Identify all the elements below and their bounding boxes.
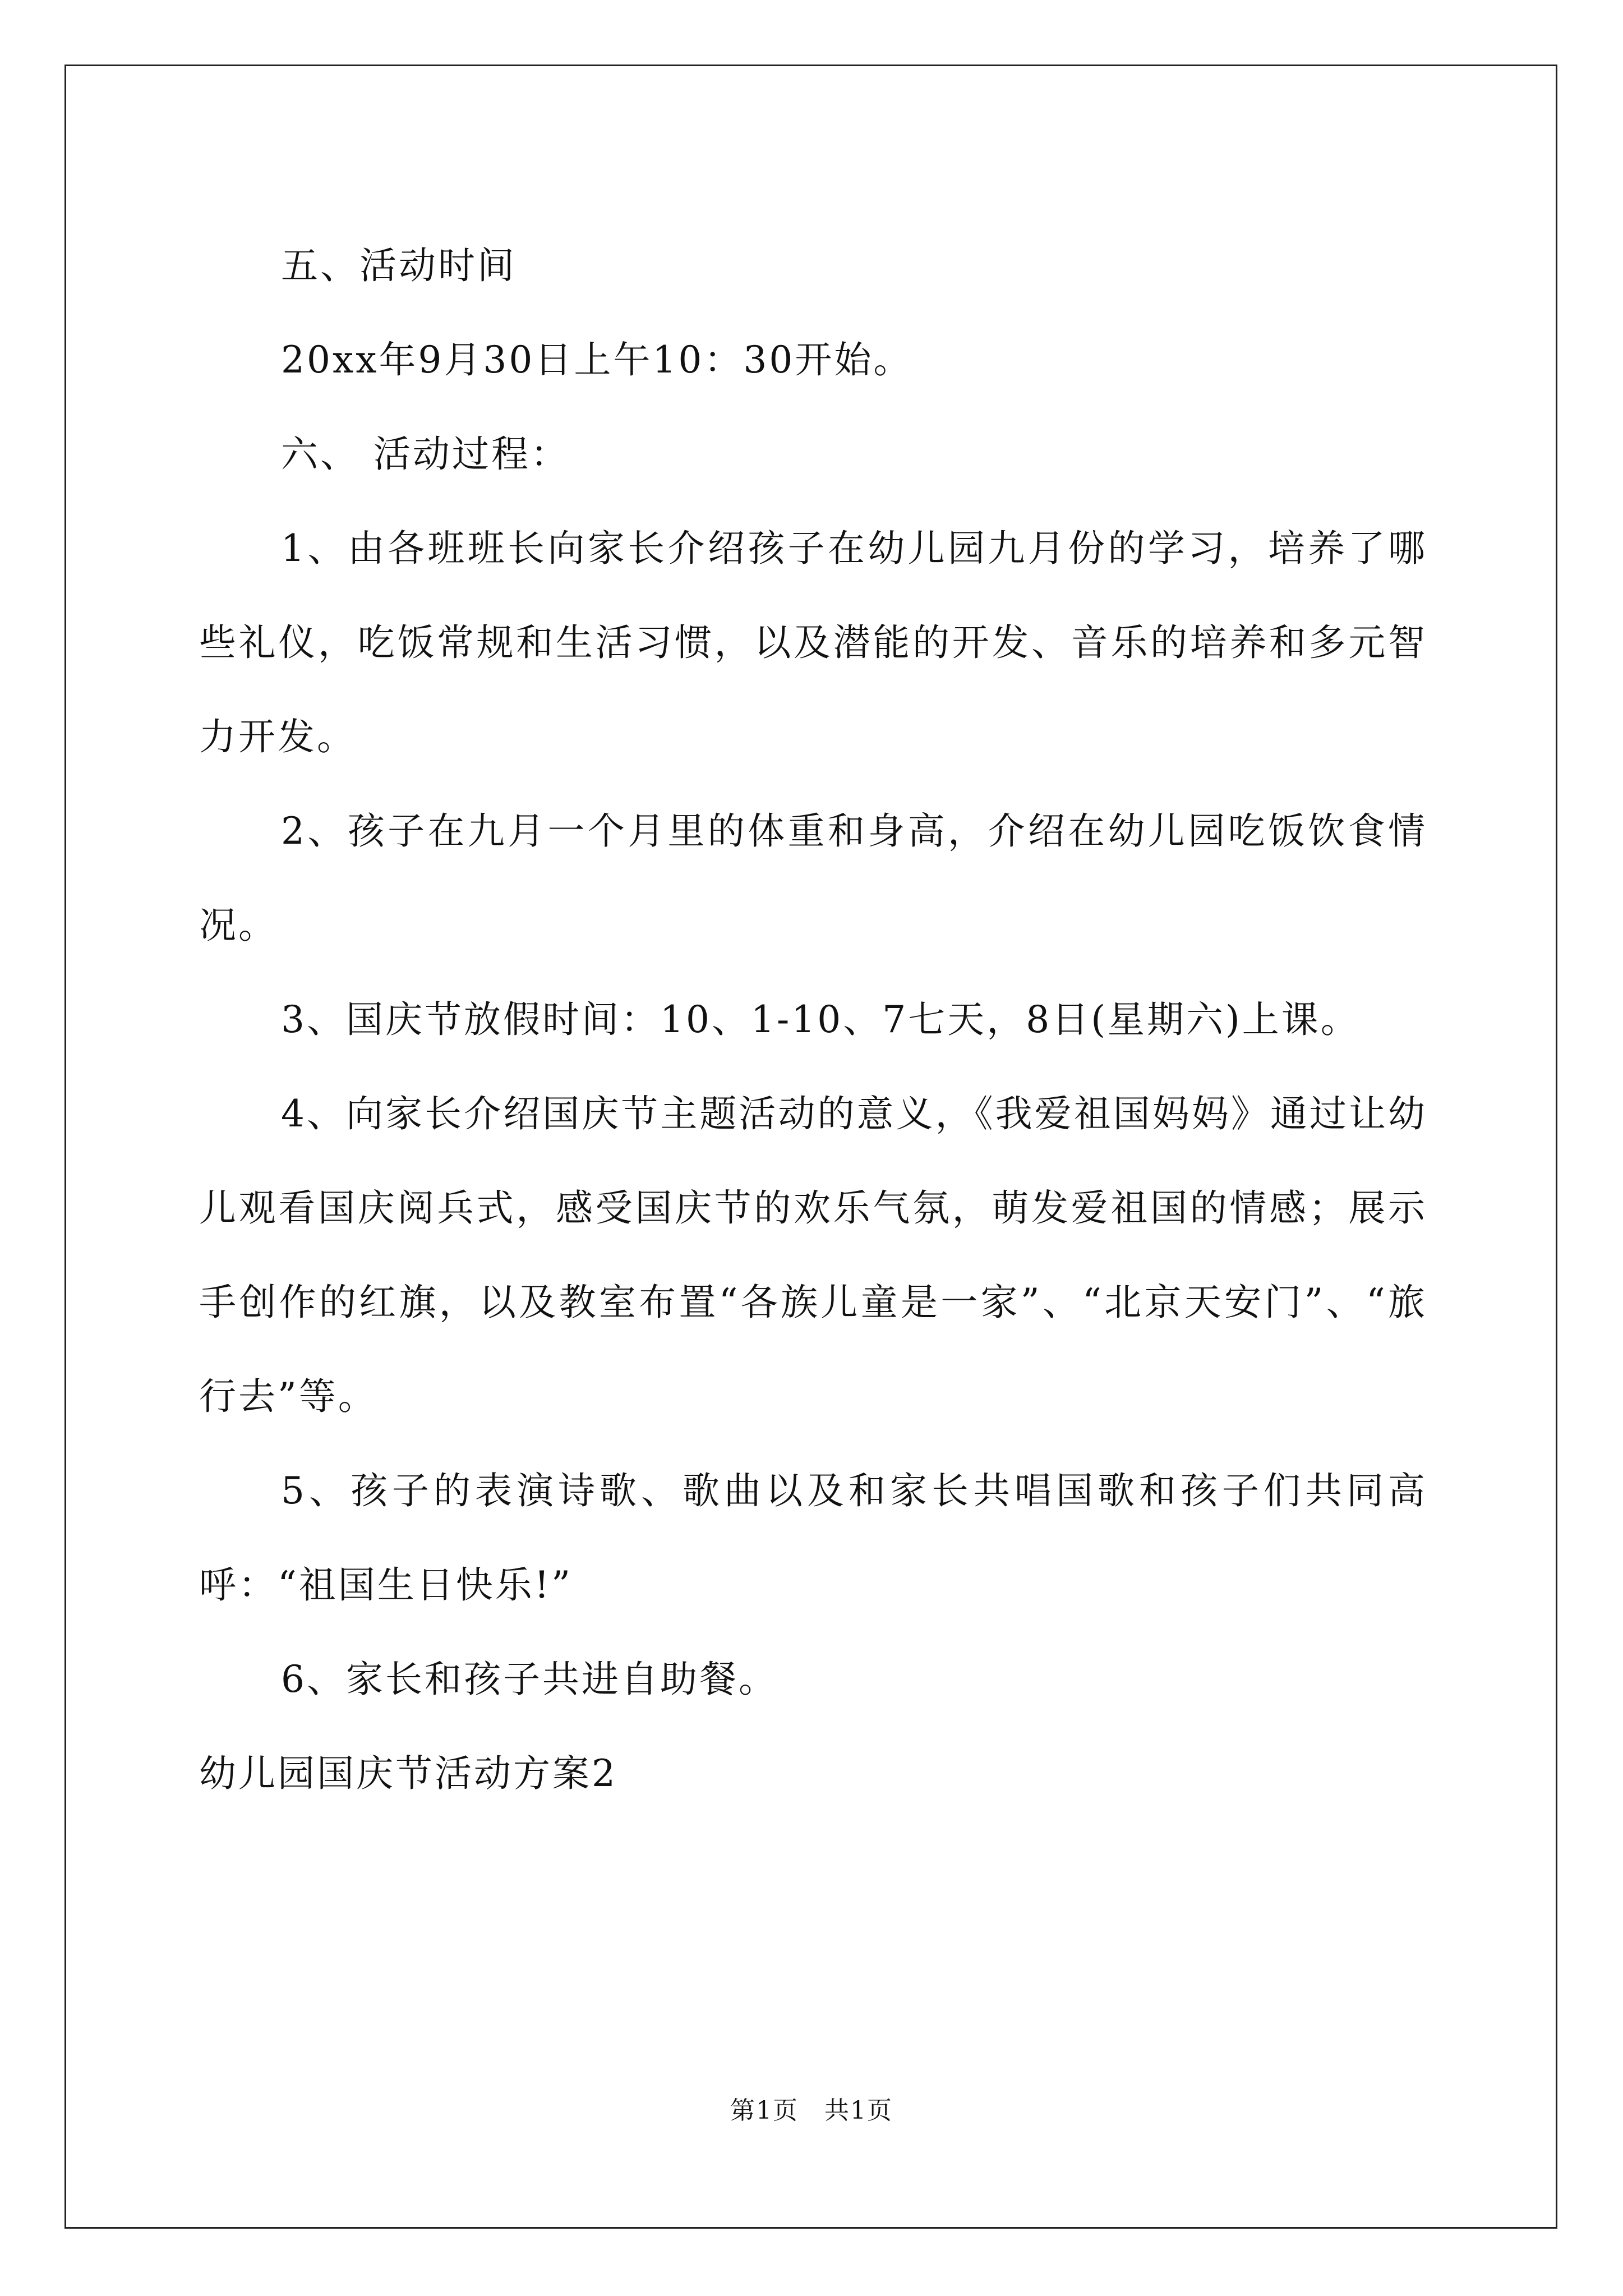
process-item-6: 6、家长和孩子共进自助餐。 [281, 1658, 778, 1701]
section-heading-activity-time: 五、活动时间 [281, 244, 517, 287]
process-item-1: 1、由各班班长向家长介绍孩子在幼儿园九月份的学习，培养了哪些礼仪，吃饭常规和生活习惯，以及潜能的开发、音乐的培养和多元智力开发。 [199, 527, 1427, 758]
activity-time-text: 20xx年9月30日上午10：30开始。 [281, 338, 913, 381]
process-item-3: 3、国庆节放假时间：10、1-10、7七天，8日(星期六)上课。 [281, 998, 1360, 1041]
plan-title-2: 幼儿园国庆节活动方案2 [199, 1752, 617, 1795]
page-number-footer: 第1页 共1页 [730, 2096, 893, 2125]
process-item-5: 5、孩子的表演诗歌、歌曲以及和家长共唱国歌和孩子们共同高呼：“祖国生日快乐!” [199, 1469, 1427, 1607]
process-item-2: 2、孩子在九月一个月里的体重和身高，介绍在幼儿园吃饭饮食情况。 [199, 809, 1427, 947]
process-item-4: 4、向家长介绍国庆节主题活动的意义，《我爱祖国妈妈》通过让幼儿观看国庆阅兵式，感受国庆节的欢乐气氛，萌发爱祖国的情感；展示 手创作的红旗，以及教室布置“各族儿童是一家”、“北京天安门”、“旅行去”等。 [199, 1092, 1427, 1418]
document-body [199, 219, 1427, 1821]
section-heading-activity-process: 六、 活动过程： [281, 432, 570, 476]
